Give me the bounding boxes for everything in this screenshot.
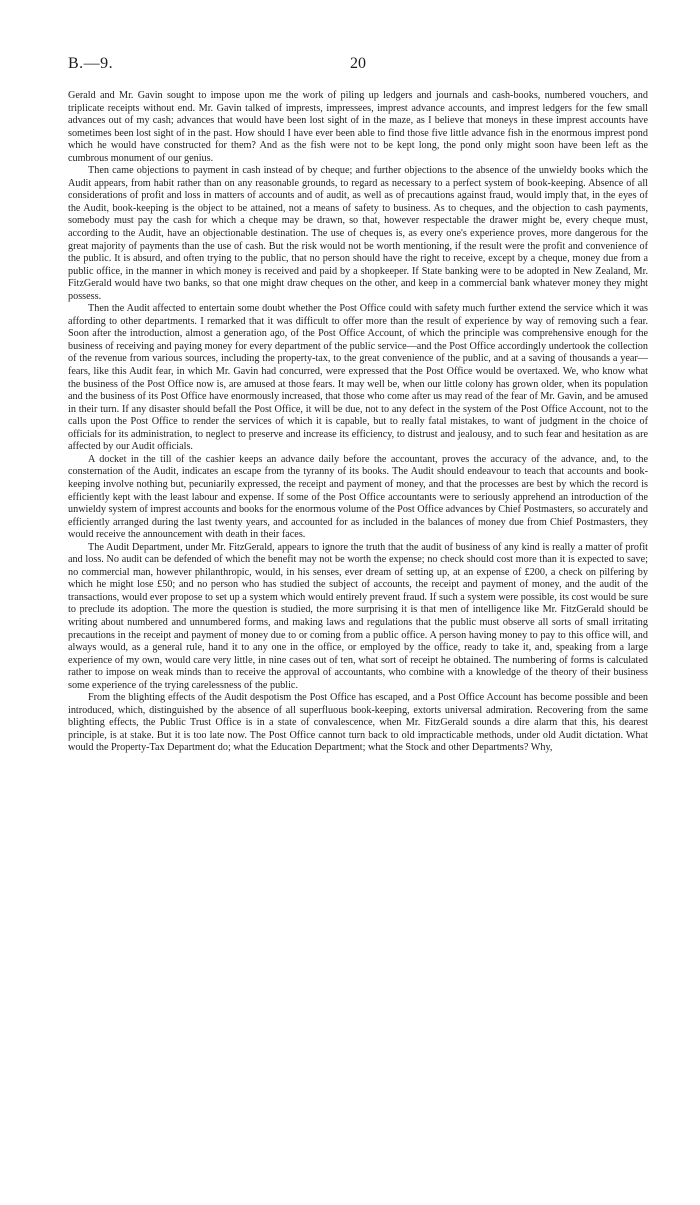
paragraph-2: Then came objections to payment in cash instead of by cheque; and further objections to the absence of the unwieldy books which the Audit appears, from habit rather than on any reasonable grounds, to regard as necessary to a perfect system of book-keeping. Absence of all considerations of profit and loss in matters of accounts and of audit, as well as of precautions against fraud, would imply that, in the eyes of the Audit, book-keeping is the object to be attained, not a means of safety to business. As to cheques, and the objection to cash payments, somebody must pay the cash for which a cheque may be drawn, so that, however respectable the drawer might be, every cheque must, according to the Audit, have an objectionable destination. The use of cheques is, as every one's experience proves, more dangerous for the great majority of payments than the use of cash. But the risk would not be worth mentioning, if the result were the profit and convenience of the public. It is absurd, and often trying to the public, that no person should have the right to receive, except by a cheque, money due from a public office, in the manner in which money is received and paid by a shopkeeper. If State banking were to be adopted in New Zealand, Mr. FitzGerald would have two banks, so that one might draw cheques on the other, and keep in a commercial bank whatever money they might possess.	[68, 165, 648, 302]
paragraph-3: Then the Audit affected to entertain some doubt whether the Post Office could with safety much further extend the service which it was affording to other departments. I remarked that it was difficult to offer more than the result of experience by way of removing such a fear. Soon after the introduction, almost a generation ago, of the Post Office Account, of which the principle was comprehensive enough for the business of receiving and paying money for every department of the public service—and the Post Office accordingly undertook the collection of the revenue from various sources, including the property-tax, to the great convenience of the public, and at a saving of thousands a year—fears, like this Audit fear, in which Mr. Gavin had concurred, were expressed that the Post Office would be overtaxed. We, who know what the business of the Post Office now is, are amused at those fears. It may well be, when our little colony has grown older, when its population and the business of its Post Office have enormously increased, that those who come after us may read of the fear of Mr. Gavin, and be amused in their turn. If any disaster should befall the Post Office, it will be due, not to any defect in the system of the Post Office Account, not to the calls upon the Post Office to render the services of which it is capable, but to really fatal mistakes, to want of judgment in the choice of officials for its administration, to neglect to preserve and increase its efficiency, to distrust and jealousy, and to such fear and hesitation as are affected by our Audit officials.	[68, 303, 648, 453]
document-reference: B.—9.	[68, 55, 114, 72]
paragraph-5: The Audit Department, under Mr. FitzGerald, appears to ignore the truth that the audit of business of any kind is really a matter of profit and loss. No audit can be defended of which the benefit may not be worth the expense; no check should cost more than it is expected to save; no commercial man, however philanthropic, would, in his senses, ever dream of setting up, at an expense of £200, a check on pilfering by which he might lose £50; and no person who has studied the subject of accounts, the receipt and payment of money, and the audit of the transactions, would ever propose to set up a system which would entirely prevent fraud. If such a system were possible, its cost would be sure to preclude its adoption. The more the question is studied, the more surprising it is that men of intelligence like Mr. FitzGerald should be writing about numbered and unnumbered forms, and making laws and regulations that the public must observe all sorts of small irritating precautions in the receipt and payment of money due to or coming from a public office. A person having money to pay to this office will, and always would, as a general rule, hand it to any one in the office, or employed by the office, ready to take it, and, speaking from a large experience of my own, would care very little, in nine cases out of ten, what sort of receipt he obtained. The numbering of forms is calculated rather to impose on weak minds than to receive the approval of accountants, who combine with a knowledge of the theory of their business some experience of the trying carelessness of the public.	[68, 541, 648, 691]
document-body	[68, 90, 648, 755]
paragraph-1: Gerald and Mr. Gavin sought to impose upon me the work of piling up ledgers and journals and cash-books, numbered vouchers, and triplicate receipts without end. Mr. Gavin talked of imprests, impressees, imprest advance accounts, and imprest ledgers for the few small advances out of my cash; advances that would have been lost sight of in the maze, as I believe that moneys in these imprest accounts have sometimes been lost sight of in the past. How should I have ever been able to find those five little advance fish in the enormous imprest pond which he would have constructed for them? And as the fish were not to be kept long, the pond only might soon have been left as the cumbrous monument of our genius.	[68, 90, 648, 164]
paragraph-4: A docket in the till of the cashier keeps an advance daily before the accountant, proves the accuracy of the advance, and, to the consternation of the Audit, indicates an escape from the tyranny of its books. The Audit should endeavour to teach that accounts and book-keeping involve nothing but, pecuniarily expressed, the receipt and payment of money, and that the processes are best by which the record is efficiently kept with the least labour and expense. If some of the Post Office accountants were to seriously apprehend an introduction of the unwieldy system of imprest accounts and books for the enormous volume of the Post Office advances by Chief Postmasters, so accurately and efficiently arranged during the last twenty years, and accounted for as included in the balances of money due from Chief Postmasters, they would receive the announcement with death in their faces.	[68, 453, 648, 541]
page-header	[68, 55, 648, 79]
page-number: 20	[350, 55, 366, 72]
paragraph-6: From the blighting effects of the Audit despotism the Post Office has escaped, and a Post Office Account has become possible and been introduced, which, distinguished by the absence of all superfluous book-keeping, extorts universal admiration. Recovering from the same blighting effects, the Public Trust Office is in a state of convalescence, when Mr. FitzGerald sounds a dire alarm that this, his dearest principle, is at stake. But it is too late now. The Post Office cannot turn back to old impracticable methods, under old Audit dictation. What would the Property-Tax Department do; what the Education Department; what the Stock and other Departments? Why,	[68, 692, 648, 754]
